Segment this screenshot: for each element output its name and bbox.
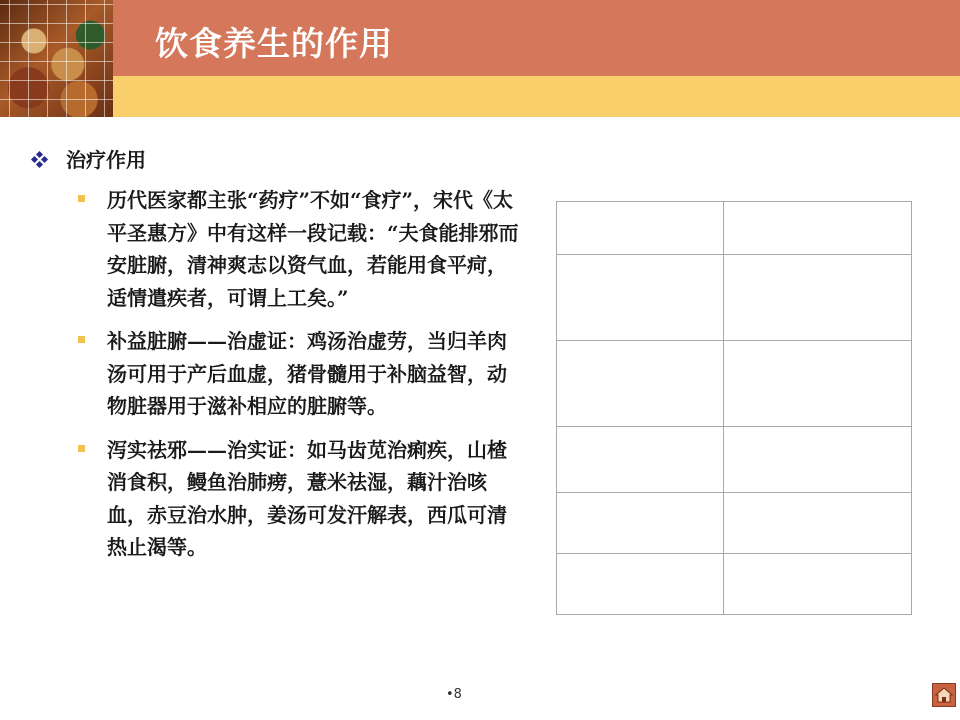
square-bullet-icon: [78, 336, 85, 343]
table-cell: [557, 554, 724, 615]
table-row: [557, 493, 912, 554]
section-heading: 治疗作用: [66, 148, 146, 172]
gold-band: [113, 76, 960, 117]
bullet-text: 历代医家都主张“药疗”不如“食疗”，宋代《太平圣惠方》中有这样一段记载：“夫食能排邪而安脏腑，清神爽志以资气血，若能用食平疴，适情遣疾者，可谓上工矣。”: [107, 188, 519, 310]
table-cell: [724, 554, 912, 615]
bullet-text: 泻实祛邪——治实证：如马齿苋治痢疾，山楂消食积，鳗鱼治肺痨，薏米祛湿，藕汁治咳血，赤豆治水肿，姜汤可发汗解表，西瓜可清热止渴等。: [107, 437, 507, 559]
table-cell: [724, 341, 912, 427]
table-cell: [557, 202, 724, 255]
table-row: [557, 427, 912, 493]
table-cell: [724, 427, 912, 493]
bullet-list: [78, 184, 528, 575]
table-cell: [724, 202, 912, 255]
home-button[interactable]: [932, 683, 956, 707]
table-row: [557, 202, 912, 255]
home-icon: [933, 684, 955, 706]
list-item: [78, 434, 528, 564]
square-bullet-icon: [78, 445, 85, 452]
page-number: •8: [446, 687, 462, 702]
heading-row: [32, 144, 146, 176]
table-row: [557, 554, 912, 615]
list-item: [78, 184, 528, 314]
table-cell: [724, 255, 912, 341]
table-cell: [724, 493, 912, 554]
bullet-text: 补益脏腑——治虚证：鸡汤治虚劳，当归羊肉汤可用于产后血虚，猪骨髓用于补脑益智，动物脏器用于滋补相应的脏腑等。: [107, 329, 507, 418]
table-cell: [557, 255, 724, 341]
list-item: [78, 325, 528, 423]
table-cell: [557, 493, 724, 554]
photo-grid-overlay: [0, 0, 113, 117]
square-bullet-icon: [78, 195, 85, 202]
diamond-cluster-icon: [32, 152, 48, 168]
table-row: [557, 255, 912, 341]
table-row: [557, 341, 912, 427]
slide-title: 饮食养生的作用: [155, 24, 393, 63]
empty-table: [556, 201, 912, 615]
table-cell: [557, 341, 724, 427]
table-cell: [557, 427, 724, 493]
